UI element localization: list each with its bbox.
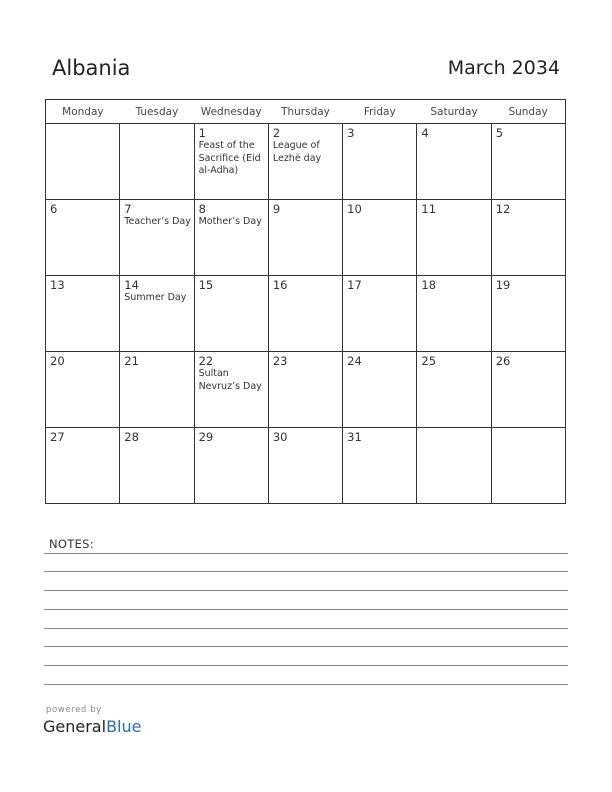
day-number: 8	[198, 202, 206, 216]
notes-line	[44, 684, 568, 685]
holiday-label: League of Lezhë day	[272, 140, 322, 164]
day-number: 11	[421, 202, 437, 216]
day-cell	[417, 200, 491, 276]
day-cell	[46, 352, 120, 428]
notes-line	[44, 590, 568, 591]
day-cell	[491, 428, 565, 504]
weekday-header-row	[46, 100, 566, 124]
weekday-header: Sunday	[491, 100, 565, 124]
day-cell	[120, 200, 194, 276]
day-number: 17	[347, 278, 362, 292]
day-cell	[343, 124, 417, 200]
weekday-header: Saturday	[417, 100, 491, 124]
day-cell	[343, 352, 417, 428]
day-cell	[194, 352, 268, 428]
week-row	[46, 200, 566, 276]
day-cell	[194, 428, 268, 504]
day-number: 3	[347, 126, 355, 140]
day-cell	[194, 276, 268, 352]
powered-by-text: powered by	[46, 705, 102, 715]
day-cell	[268, 428, 342, 504]
day-number: 20	[50, 354, 65, 368]
day-cell	[46, 124, 120, 200]
notes-line	[44, 628, 568, 629]
weekday-header: Wednesday	[194, 100, 268, 124]
week-row	[46, 428, 566, 504]
day-cell	[417, 124, 491, 200]
brand-blue: Blue	[106, 717, 142, 736]
day-number: 22	[198, 354, 214, 368]
weekday-header: Thursday	[268, 100, 342, 124]
holiday-label: Teacher’s Day	[124, 216, 191, 227]
day-cell	[491, 352, 565, 428]
notes-line	[44, 609, 568, 610]
day-number: 5	[495, 126, 504, 140]
weekday-header: Friday	[343, 100, 417, 124]
day-cell	[417, 276, 491, 352]
day-cell	[491, 124, 565, 200]
day-number: 4	[421, 126, 429, 140]
week-row	[46, 352, 566, 428]
day-cell	[491, 200, 565, 276]
country-title: Albania	[52, 56, 131, 80]
notes-label: NOTES:	[49, 537, 94, 551]
notes-line	[44, 665, 568, 666]
day-number: 28	[124, 430, 139, 444]
day-cell	[417, 352, 491, 428]
holiday-label: Mother’s Day	[198, 216, 262, 227]
day-number: 23	[272, 354, 288, 368]
day-number: 1	[198, 126, 206, 140]
day-cell	[268, 276, 342, 352]
day-number: 30	[272, 430, 288, 444]
brand-general: General	[43, 717, 107, 736]
day-cell	[46, 428, 120, 504]
day-number: 10	[347, 202, 362, 216]
day-cell	[268, 200, 342, 276]
weekday-header: Tuesday	[120, 100, 194, 124]
day-number: 2	[272, 126, 281, 140]
day-cell	[343, 276, 417, 352]
week-row	[46, 276, 566, 352]
day-cell	[46, 200, 120, 276]
holiday-label: Sultan Nevruz’s Day	[198, 368, 262, 392]
day-cell	[343, 200, 417, 276]
day-number: 25	[421, 354, 437, 368]
day-cell	[120, 352, 194, 428]
day-cell	[268, 352, 342, 428]
day-cell	[194, 200, 268, 276]
day-number: 13	[50, 278, 65, 292]
day-number: 29	[198, 430, 214, 444]
day-cell	[268, 124, 342, 200]
day-cell	[491, 276, 565, 352]
week-row	[46, 124, 566, 200]
day-cell	[194, 124, 268, 200]
day-cell	[120, 428, 194, 504]
day-number: 15	[198, 278, 214, 292]
day-number: 12	[495, 202, 511, 216]
day-number: 19	[495, 278, 511, 292]
day-number: 7	[124, 202, 132, 216]
day-number: 16	[272, 278, 288, 292]
day-number: 14	[124, 278, 139, 292]
day-cell	[120, 124, 194, 200]
day-number: 24	[347, 354, 362, 368]
day-number: 27	[50, 430, 65, 444]
notes-line	[44, 646, 568, 647]
day-cell	[343, 428, 417, 504]
day-cell	[46, 276, 120, 352]
day-number: 21	[124, 354, 139, 368]
day-number: 18	[421, 278, 437, 292]
day-cell	[120, 276, 194, 352]
weekday-header: Monday	[46, 100, 120, 124]
notes-line	[44, 571, 568, 572]
day-number: 26	[495, 354, 511, 368]
day-number: 31	[347, 430, 362, 444]
month-year-title: March 2034	[447, 57, 560, 79]
day-number: 6	[50, 202, 58, 216]
brand-logo	[43, 717, 141, 736]
notes-line	[44, 553, 568, 554]
day-cell	[417, 428, 491, 504]
calendar-grid	[45, 99, 566, 504]
holiday-label: Feast of the Sacrifice (Eid al-Adha)	[198, 140, 261, 176]
day-number: 9	[272, 202, 281, 216]
holiday-label: Summer Day	[124, 292, 187, 303]
